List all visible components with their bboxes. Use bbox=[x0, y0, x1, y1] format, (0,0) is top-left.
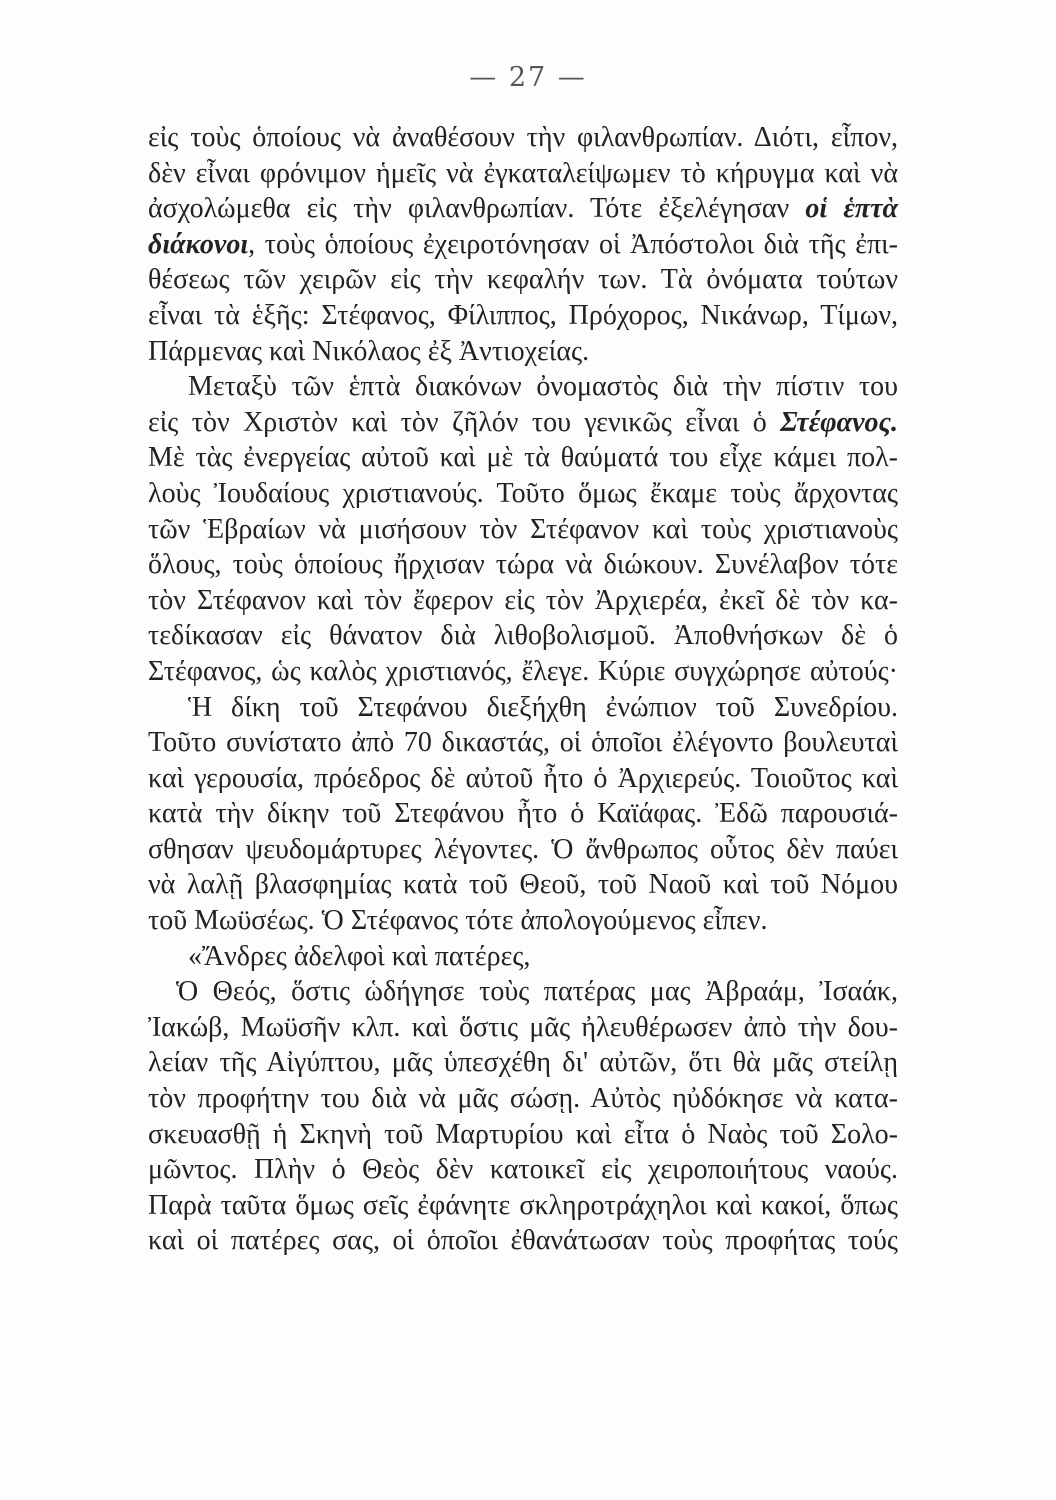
text-segment: εἰς τὸν Χριστὸν καὶ τὸν ζῆλόν του γενικῶς εἶναι ὁ bbox=[148, 406, 781, 438]
text-segment: εἰς τοὺς ὁποίους νὰ ἀναθέσουν τὴν φιλανθρωπίαν. Διότι, εἶπον, bbox=[148, 122, 898, 153]
text-segment: κατὰ τὴν δίκην τοῦ Στεφάνου ἦτο ὁ Καϊάφας. Ἐδῶ παρουσιά- bbox=[148, 798, 898, 830]
text-segment: λείαν τῆς Αἰγύπτου, μᾶς ὑπεσχέθη δι' αὐτῶν, ὅτι θὰ μᾶς στείλῃ bbox=[148, 1047, 898, 1079]
text-line bbox=[148, 262, 898, 298]
text-segment: θέσεως τῶν χειρῶν εἰς τὴν κεφαλήν των. Τὰ ὀνόματα τούτων bbox=[148, 264, 898, 296]
text-line bbox=[148, 1045, 898, 1081]
text-line bbox=[148, 618, 898, 654]
text-segment: Μεταξὺ τῶν ἑπτὰ διακόνων ὀνομαστὸς διὰ τὴν πίστιν του bbox=[188, 371, 898, 403]
text-line bbox=[148, 512, 898, 548]
text-segment: τεδίκασαν εἰς θάνατον διὰ λιθοβολισμοῦ. Ἀποθνήσκων δὲ ὁ bbox=[148, 620, 898, 652]
text-line bbox=[148, 761, 898, 797]
text-line bbox=[148, 1152, 898, 1188]
text-line bbox=[148, 1010, 898, 1046]
text-line bbox=[148, 334, 898, 370]
text-line bbox=[148, 867, 898, 903]
text-segment: Πάρμενας καὶ Νικόλαος ἐξ Ἀντιοχείας. bbox=[148, 335, 590, 367]
text-segment: Ἡ δίκη τοῦ Στεφάνου διεξήχθη ἐνώπιον τοῦ Συνεδρίου. bbox=[188, 691, 898, 723]
text-segment: τοῦ Μωϋσέως. Ὁ Στέφανος τότε ἀπολογούμενος εἶπεν. bbox=[148, 905, 768, 937]
text-segment: «Ἄνδρες ἀδελφοὶ καὶ πατέρες, bbox=[188, 940, 531, 972]
emphasized-text: διάκονοι bbox=[148, 228, 249, 260]
text-line bbox=[148, 227, 898, 263]
text-line bbox=[148, 725, 898, 761]
emphasized-text: οἱ ἑπτὰ bbox=[805, 193, 899, 225]
text-line bbox=[148, 1188, 898, 1224]
text-line bbox=[148, 832, 898, 868]
text-segment: δὲν εἶναι φρόνιμον ἡμεῖς νὰ ἐγκαταλείψωμεν τὸ κήρυγμα καὶ νὰ bbox=[148, 157, 898, 189]
text-line bbox=[148, 796, 898, 832]
body-text bbox=[148, 120, 898, 1259]
text-line bbox=[148, 405, 898, 441]
text-line bbox=[148, 974, 898, 1010]
text-line bbox=[148, 939, 898, 975]
text-line bbox=[148, 369, 898, 405]
text-segment: Τοῦτο συνίστατο ἀπὸ 70 δικαστάς, οἱ ὁποῖοι ἐλέγοντο βουλευταὶ bbox=[148, 727, 898, 759]
text-line bbox=[148, 583, 898, 619]
text-segment: Μὲ τὰς ἐνεργείας αὐτοῦ καὶ μὲ τὰ θαύματά του εἶχε κάμει πολ- bbox=[148, 442, 898, 474]
text-segment: Ἰακώβ, Μωϋσῆν κλπ. καὶ ὅστις μᾶς ἠλευθέρωσεν ἀπὸ τὴν δου- bbox=[148, 1011, 898, 1043]
text-segment: νὰ λαλῇ βλασφημίας κατὰ τοῦ Θεοῦ, τοῦ Ναοῦ καὶ τοῦ Νόμου bbox=[148, 869, 898, 901]
text-line bbox=[148, 547, 898, 583]
text-line bbox=[148, 903, 898, 939]
text-segment: τῶν Ἑβραίων νὰ μισήσουν τὸν Στέφανον καὶ τοὺς χριστιανοὺς bbox=[148, 513, 898, 545]
text-segment: λοὺς Ἰουδαίους χριστιανούς. Τοῦτο ὅμως ἔκαμε τοὺς ἄρχοντας bbox=[148, 477, 898, 509]
text-segment: σκευασθῇ ἡ Σκηνὴ τοῦ Μαρτυρίου καὶ εἶτα ὁ Ναὸς τοῦ Σολο- bbox=[148, 1118, 898, 1150]
text-line bbox=[148, 191, 898, 227]
page-number: — 27 — bbox=[469, 62, 587, 93]
text-line bbox=[148, 690, 898, 726]
text-segment: τὸν προφήτην του διὰ νὰ μᾶς σώσῃ. Αὐτὸς ηὐδόκησε νὰ κατα- bbox=[148, 1083, 898, 1115]
text-segment: σθησαν ψευδομάρτυρες λέγοντες. Ὁ ἄνθρωπος οὗτος δὲν παύει bbox=[148, 833, 898, 865]
text-line bbox=[148, 440, 898, 476]
text-segment: μῶντος. Πλὴν ὁ Θεὸς δὲν κατοικεῖ εἰς χειροποιήτους ναούς. bbox=[148, 1154, 898, 1186]
text-segment: , τοὺς ὁποίους ἐχειροτόνησαν οἱ Ἀπόστολοι διὰ τῆς ἐπι- bbox=[248, 228, 898, 260]
text-segment: Στέφανος, ὡς καλὸς χριστιανός, ἔλεγε. Κύριε συγχώρησε αὐτούς· bbox=[148, 655, 898, 687]
text-line bbox=[148, 476, 898, 512]
text-line bbox=[148, 156, 898, 192]
text-segment: καὶ οἱ πατέρες σας, οἱ ὁποῖοι ἐθανάτωσαν τοὺς προφήτας τούς bbox=[148, 1225, 898, 1257]
text-segment: ὅλους, τοὺς ὁποίους ἤρχισαν τώρα νὰ διώκουν. Συνέλαβον τότε bbox=[148, 549, 898, 581]
text-line bbox=[148, 120, 898, 156]
text-line bbox=[148, 1117, 898, 1153]
text-line bbox=[148, 1081, 898, 1117]
text-segment: ἀσχολώμεθα εἰς τὴν φιλανθρωπίαν. Τότε ἐξελέγησαν bbox=[148, 193, 806, 225]
text-line bbox=[148, 654, 898, 690]
text-segment: Παρὰ ταῦτα ὅμως σεῖς ἐφάνητε σκληροτράχηλοι καὶ κακοί, ὅπως bbox=[148, 1189, 898, 1221]
text-line bbox=[148, 298, 898, 334]
text-segment: καὶ γερουσία, πρόεδρος δὲ αὐτοῦ ἦτο ὁ Ἀρχιερεύς. Τοιοῦτος καὶ bbox=[148, 762, 898, 794]
text-segment: Ὁ Θεός, ὅστις ὡδήγησε τοὺς πατέρας μας Ἀβραάμ, Ἰσαάκ, bbox=[176, 976, 898, 1008]
text-segment: τὸν Στέφανον καὶ τὸν ἔφερον εἰς τὸν Ἀρχιερέα, ἐκεῖ δὲ τὸν κα- bbox=[148, 584, 898, 616]
text-line bbox=[148, 1223, 898, 1259]
emphasized-text: Στέφανος. bbox=[780, 406, 898, 438]
text-segment: εἶναι τὰ ἑξῆς: Στέφανος, Φίλιππος, Πρόχορος, Νικάνωρ, Τίμων, bbox=[148, 299, 898, 331]
